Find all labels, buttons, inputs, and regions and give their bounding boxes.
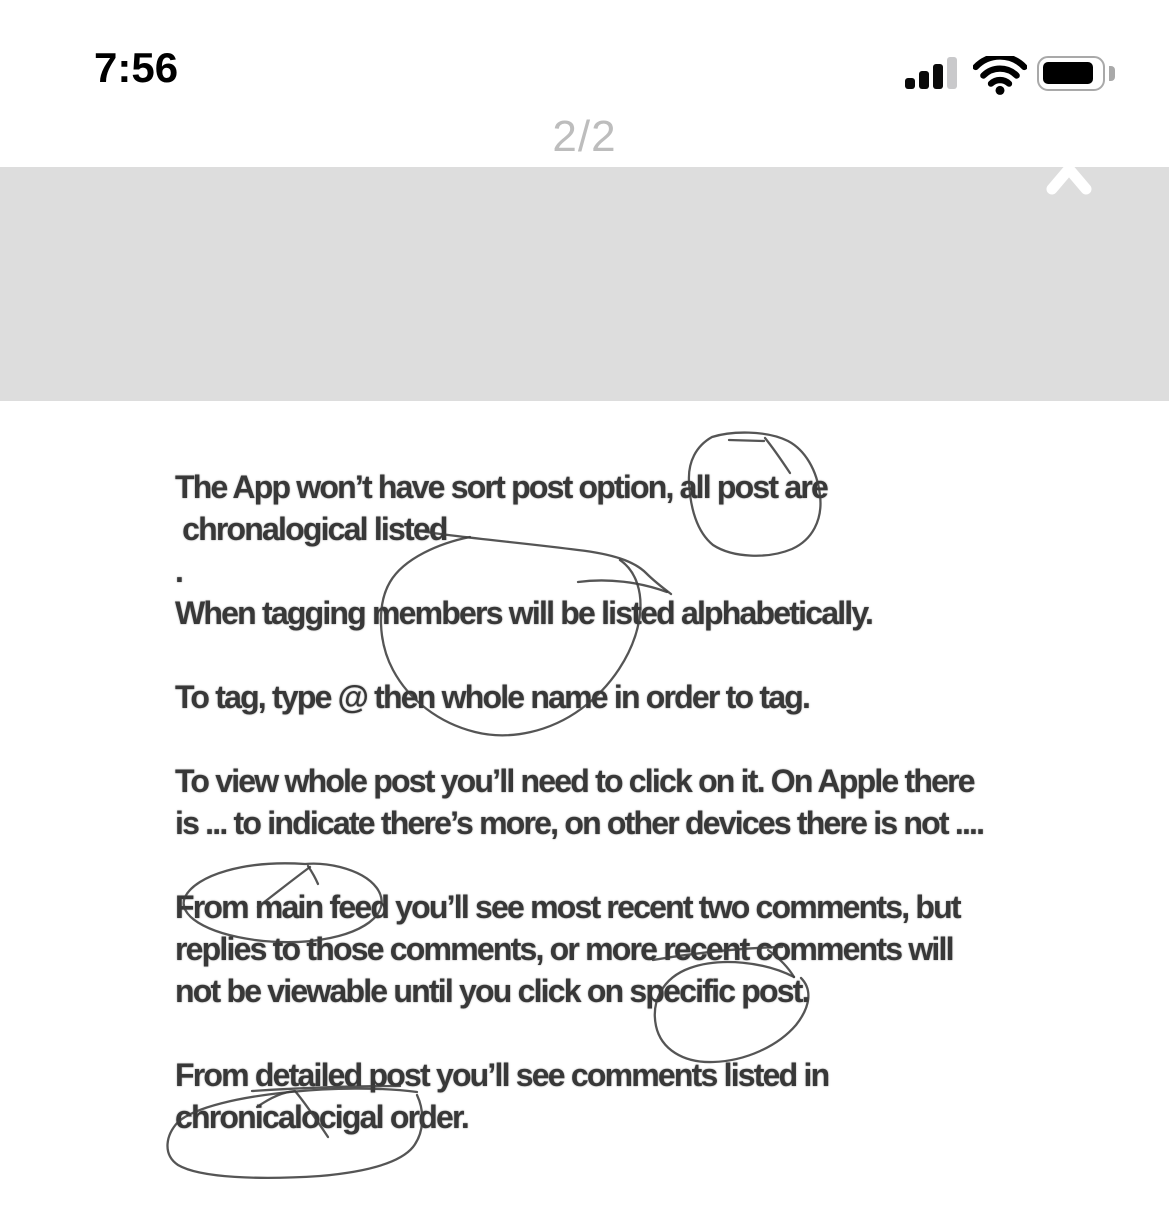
text-line: replies to those comments, or more recent comments will [175,931,953,967]
text-line: When tagging members will be listed alphabetically. [175,595,873,631]
signal-bar-inactive [947,57,957,89]
text-line: not be viewable until you click on specific post. [175,973,809,1009]
wifi-icon [973,56,1027,96]
battery-nub [1109,66,1115,81]
text-line [175,634,1135,676]
close-x-icon [1038,158,1100,200]
text-line: To tag, type @ then whole name in order to tag. [175,679,810,715]
text-line: From detailed post you’ll see comments listed in [175,1057,829,1093]
text-line [175,1012,1135,1054]
scribble-tick-all-post [729,440,764,441]
status-time: 7:56 [94,44,179,91]
text-line: The App won’t have sort post option, all post are [175,469,827,505]
signal-bar [919,71,929,89]
text-line: chronalogical listed [175,511,447,547]
viewed-image-area[interactable] [0,167,1169,401]
text-line: chronicalocigal order. [175,1099,468,1135]
text-line: From main feed you’ll see most recent two comments, but [175,889,960,925]
battery-icon [1037,56,1105,91]
close-button[interactable] [1038,158,1100,200]
text-line: is ... to indicate there’s more, on other devices there is not .... [175,805,984,841]
document-text [175,466,1135,1138]
page-indicator: 2/2 [552,112,617,161]
text-line: To view whole post you’ll need to click on it. On Apple there [175,763,974,799]
signal-bar [905,78,915,89]
text-line: . [175,553,183,589]
signal-bar [933,64,943,89]
text-line [175,718,1135,760]
cellular-signal-icon [905,57,959,89]
battery-fill [1043,62,1093,84]
text-line [175,844,1135,886]
